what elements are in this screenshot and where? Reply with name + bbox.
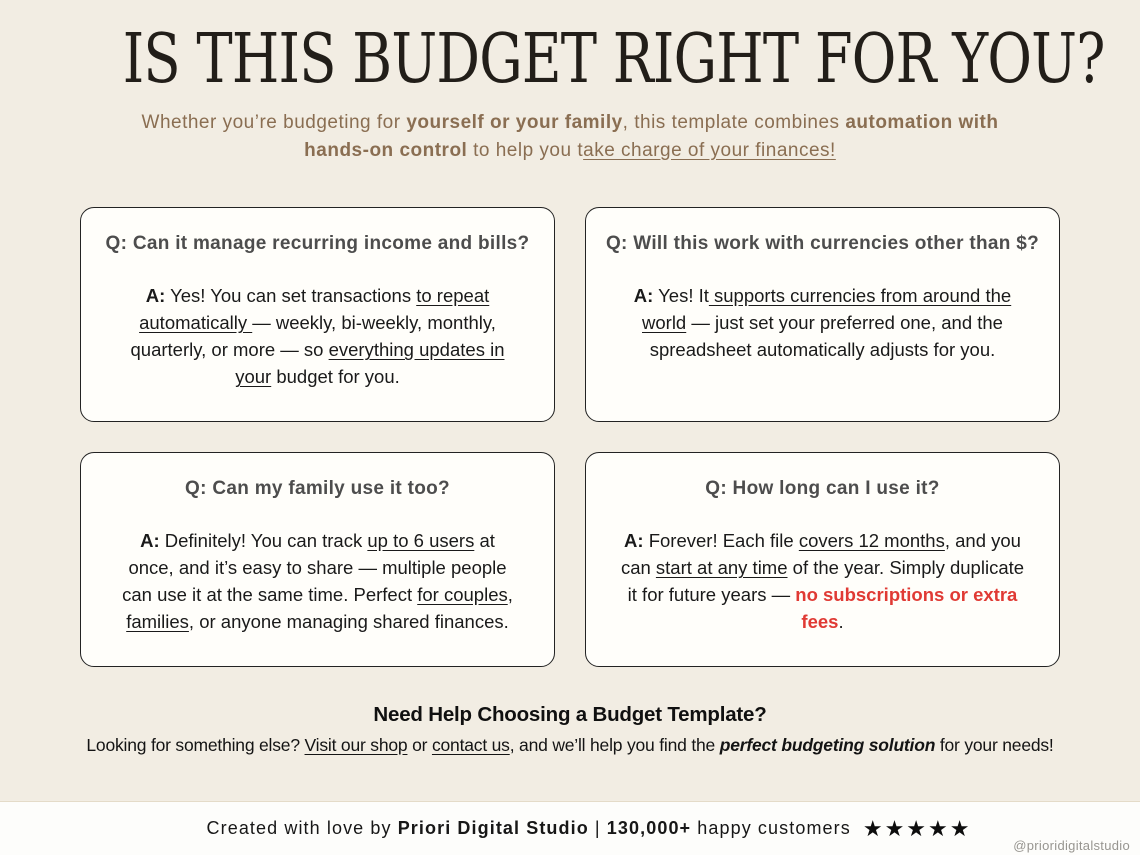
faq-question: Q: Will this work with currencies other than $?	[605, 233, 1040, 254]
faq-answer	[116, 527, 520, 635]
text-segment: no subscriptions or extra fees	[795, 584, 1018, 632]
text-segment: start at any time	[655, 557, 788, 578]
faq-grid	[80, 207, 1060, 667]
text-segment: — just set your preferred one, and the spreadsheet automatically adjusts for you.	[649, 312, 1003, 360]
text-segment: everything updates in your	[235, 339, 505, 387]
faq-card-duration	[585, 452, 1060, 667]
faq-question: Q: How long can I use it?	[705, 478, 940, 499]
text-segment: |	[588, 818, 607, 838]
text-segment: Priori Digital Studio	[397, 818, 589, 838]
text-segment: A:	[624, 530, 644, 551]
text-segment: Looking for something else?	[86, 735, 305, 755]
footer-credit	[0, 802, 1140, 855]
text-segment: , this template combines	[622, 112, 846, 134]
shop-link[interactable]: Visit our shop	[304, 735, 408, 755]
faq-card-family	[80, 452, 555, 667]
text-segment: for couples	[417, 584, 508, 605]
text-segment: Yes! You can set transactions	[165, 285, 417, 306]
text-segment: A:	[633, 285, 654, 306]
page-header	[0, 0, 1140, 99]
faq-card-recurring	[80, 207, 555, 422]
help-section	[0, 703, 1140, 756]
text-segment: Definitely! You can track	[159, 530, 368, 551]
text-segment: to repeat automatically	[139, 285, 490, 333]
star-rating: ★★★★★	[862, 815, 972, 841]
page-title: IS THIS BUDGET RIGHT FOR YOU?	[122, 20, 1105, 99]
text-segment: or	[407, 735, 432, 755]
text-segment: A:	[145, 285, 166, 306]
footer-credit-text	[207, 818, 851, 839]
faq-question: Q: Can it manage recurring income and bills?	[105, 233, 530, 254]
text-segment: — weekly, bi-weekly, monthly, quarterly, or more — so	[130, 312, 496, 360]
text-segment: .	[838, 611, 844, 632]
text-segment: to help you t	[467, 139, 584, 161]
text-segment: of the year. Simply duplicate it for future years —	[627, 557, 1025, 605]
text-segment: automation with hands-on control	[304, 112, 999, 161]
text-segment: budget for you.	[271, 366, 400, 387]
faq-answer	[621, 282, 1025, 363]
text-segment: yourself or your family	[406, 112, 623, 134]
instagram-handle: @prioridigitalstudio	[1013, 838, 1130, 853]
faq-question: Q: Can my family use it too?	[185, 478, 450, 499]
contact-link[interactable]: contact us	[431, 735, 510, 755]
subtitle	[123, 109, 1018, 164]
faq-answer	[116, 282, 520, 390]
faq-card-currencies	[585, 207, 1060, 422]
text-segment: , and we’ll help you find the	[509, 735, 720, 755]
text-segment: Whether you’re budgeting for	[141, 112, 407, 134]
faq-answer	[621, 527, 1025, 635]
text-segment: 130,000+	[606, 818, 692, 838]
text-segment: Yes! It	[653, 285, 709, 306]
text-segment: for your needs!	[935, 735, 1054, 755]
text-segment: at once, and it’s easy to share — multiple people can use it at the same time. Perfect	[122, 530, 507, 605]
text-segment: covers 12 months	[798, 530, 945, 551]
text-segment: families	[126, 611, 189, 632]
text-segment: ,	[507, 584, 513, 605]
help-line	[0, 735, 1140, 756]
text-segment: , and you can	[620, 530, 1021, 578]
text-segment: , or anyone managing shared finances.	[188, 611, 509, 632]
text-segment: up to 6 users	[367, 530, 475, 551]
text-segment: perfect budgeting solution	[719, 735, 936, 755]
text-segment: A:	[140, 530, 160, 551]
text-segment: Forever! Each file	[643, 530, 799, 551]
text-segment: Created with love by	[206, 818, 398, 838]
text-segment: supports currencies from around the world	[642, 285, 1012, 333]
text-segment: happy customers	[691, 818, 851, 838]
finances-emphasis: ake charge of your finances!	[583, 139, 836, 161]
footer-bar	[0, 801, 1140, 855]
help-title: Need Help Choosing a Budget Template?	[373, 703, 767, 726]
